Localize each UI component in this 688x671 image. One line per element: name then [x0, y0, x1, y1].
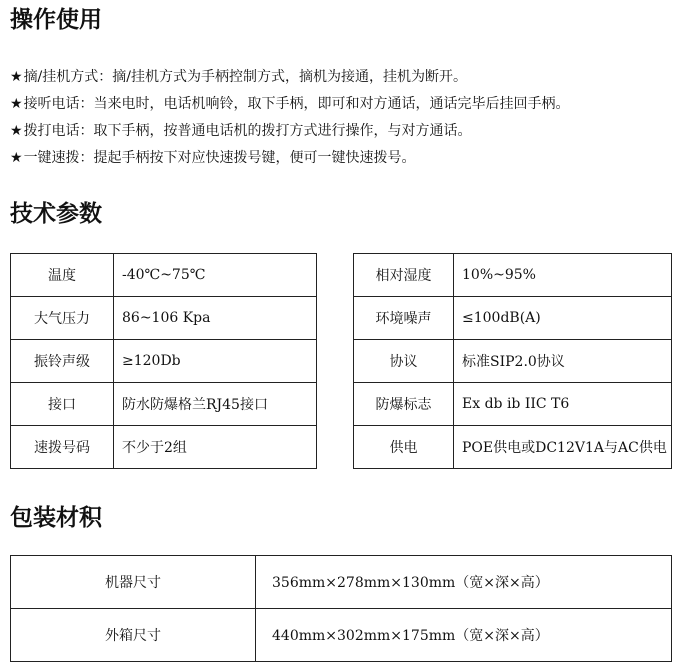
spec-key: 相对湿度: [354, 254, 454, 297]
table-row: [11, 340, 317, 383]
spec-key: 环境噪声: [354, 297, 454, 340]
list-item: [10, 64, 680, 91]
list-item-text: 拨打电话：取下手柄，按普通电话机的拨打方式进行操作，与对方通话。: [23, 123, 472, 139]
table-row: [11, 556, 672, 609]
star-icon: ★: [10, 123, 23, 139]
spec-value: POE供电或DC12V1A与AC供电: [454, 426, 672, 469]
package-key: 外箱尺寸: [11, 609, 256, 662]
table-row: [354, 340, 672, 383]
package-value: 440mm×302mm×175mm（宽×深×高）: [256, 609, 672, 662]
spec-value: -40℃~75℃: [114, 254, 317, 297]
spec-key: 接口: [11, 383, 114, 426]
table-row: [11, 383, 317, 426]
spec-table-left: [10, 253, 317, 469]
spec-key: 大气压力: [11, 297, 114, 340]
table-row: [11, 426, 317, 469]
spec-value: ≥120Db: [114, 340, 317, 383]
operation-list: [10, 64, 680, 172]
spec-value: 标准SIP2.0协议: [454, 340, 672, 383]
table-row: [11, 254, 317, 297]
operation-heading: 操作使用: [10, 7, 102, 33]
package-table: [10, 555, 672, 662]
spec-key: 振铃声级: [11, 340, 114, 383]
spec-value: Ex db ib IIC T6: [454, 383, 672, 426]
spec-value: 不少于2组: [114, 426, 317, 469]
star-icon: ★: [10, 69, 23, 85]
table-row: [354, 297, 672, 340]
star-icon: ★: [10, 150, 23, 166]
list-item: [10, 91, 680, 118]
table-row: [354, 426, 672, 469]
spec-key: 防爆标志: [354, 383, 454, 426]
spec-value: 10%~95%: [454, 254, 672, 297]
spec-key: 协议: [354, 340, 454, 383]
package-value: 356mm×278mm×130mm（宽×深×高）: [256, 556, 672, 609]
package-heading: 包装材积: [10, 505, 102, 531]
package-key: 机器尺寸: [11, 556, 256, 609]
star-icon: ★: [10, 96, 23, 112]
spec-key: 速拨号码: [11, 426, 114, 469]
list-item-text: 接听电话：当来电时，电话机响铃，取下手柄，即可和对方通话，通话完毕后挂回手柄。: [23, 96, 570, 112]
list-item-text: 一键速拨：提起手柄按下对应快速拨号键，便可一键快速拨号。: [23, 150, 416, 166]
spec-table-right: [353, 253, 672, 469]
table-row: [11, 609, 672, 662]
spec-value: 防水防爆格兰RJ45接口: [114, 383, 317, 426]
table-row: [11, 297, 317, 340]
list-item: [10, 118, 680, 145]
spec-key: 温度: [11, 254, 114, 297]
spec-key: 供电: [354, 426, 454, 469]
spec-value: 86~106 Kpa: [114, 297, 317, 340]
list-item-text: 摘/挂机方式：摘/挂机方式为手柄控制方式，摘机为接通，挂机为断开。: [23, 69, 467, 85]
spec-value: ≤100dB(A): [454, 297, 672, 340]
table-row: [354, 383, 672, 426]
table-row: [354, 254, 672, 297]
spec-heading: 技术参数: [10, 201, 102, 227]
list-item: [10, 145, 680, 172]
